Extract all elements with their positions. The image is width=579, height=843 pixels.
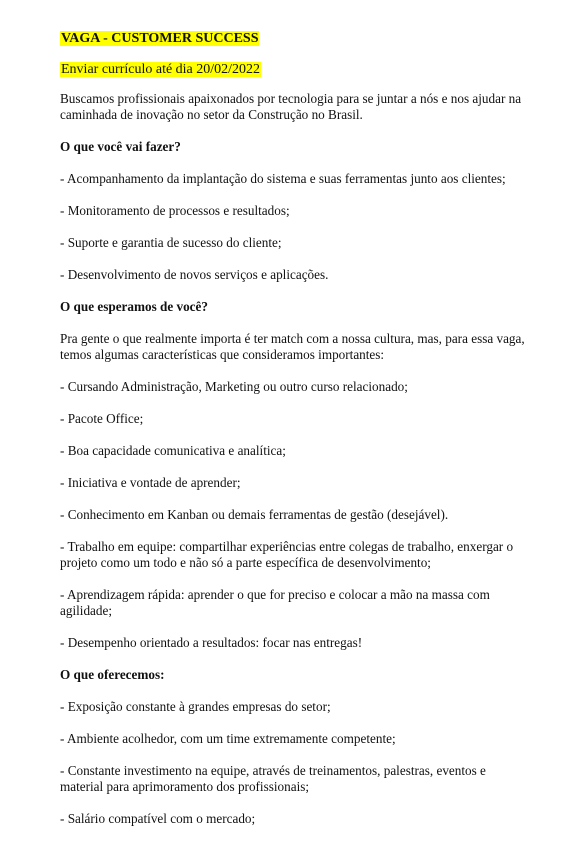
list-item: - Acompanhamento da implantação do sistema e suas ferramentas junto aos clientes; (60, 171, 506, 186)
section-heading-tasks: O que você vai fazer? (60, 139, 181, 154)
list-item: - Ambiente acolhedor, com um time extremamente competente; (60, 731, 396, 746)
list-item: - Desenvolvimento de novos serviços e aplicações. (60, 267, 329, 282)
list-item: - Boa capacidade comunicativa e analítica; (60, 443, 286, 458)
document-page (60, 30, 530, 843)
application-deadline-text: Enviar currículo até dia 20/02/2022 (61, 62, 261, 77)
list-item: - Exposição constante à grandes empresas do setor; (60, 699, 331, 714)
list-item: - Suporte e garantia de sucesso do cliente; (60, 235, 282, 250)
list-item: - Constante investimento na equipe, através de treinamentos, palestras, eventos e material para aprimoramento dos profissionais; (60, 763, 486, 794)
list-item: - Desempenho orientado a resultados: focar nas entregas! (60, 635, 363, 650)
section-heading-expectations: O que esperamos de você? (60, 299, 208, 314)
list-item: - Cursando Administração, Marketing ou outro curso relacionado; (60, 379, 408, 394)
intro-paragraph: Buscamos profissionais apaixonados por tecnologia para se juntar a nós e nos ajudar na caminhada de inovação no setor da Construção no Brasil. (60, 91, 522, 122)
list-item: - Salário compatível com o mercado; (60, 811, 256, 826)
list-item: - Aprendizagem rápida: aprender o que for preciso e colocar a mão na massa com agilidade; (60, 587, 490, 618)
application-deadline (60, 61, 530, 78)
job-title (60, 30, 530, 47)
list-item: - Pacote Office; (60, 411, 144, 426)
expectations-intro: Pra gente o que realmente importa é ter match com a nossa cultura, mas, para essa vaga, temos algumas características que consideramos importantes: (60, 331, 525, 362)
section-heading-offers: O que oferecemos: (60, 667, 165, 682)
list-item: - Monitoramento de processos e resultados; (60, 203, 290, 218)
job-title-text: VAGA - CUSTOMER SUCCESS (61, 31, 259, 46)
list-item: - Conhecimento em Kanban ou demais ferramentas de gestão (desejável). (60, 507, 449, 522)
list-item: - Trabalho em equipe: compartilhar experiências entre colegas de trabalho, enxergar o projeto como um todo e não só a parte específica de desenvolvimento; (60, 539, 514, 570)
list-item: - Iniciativa e vontade de aprender; (60, 475, 241, 490)
